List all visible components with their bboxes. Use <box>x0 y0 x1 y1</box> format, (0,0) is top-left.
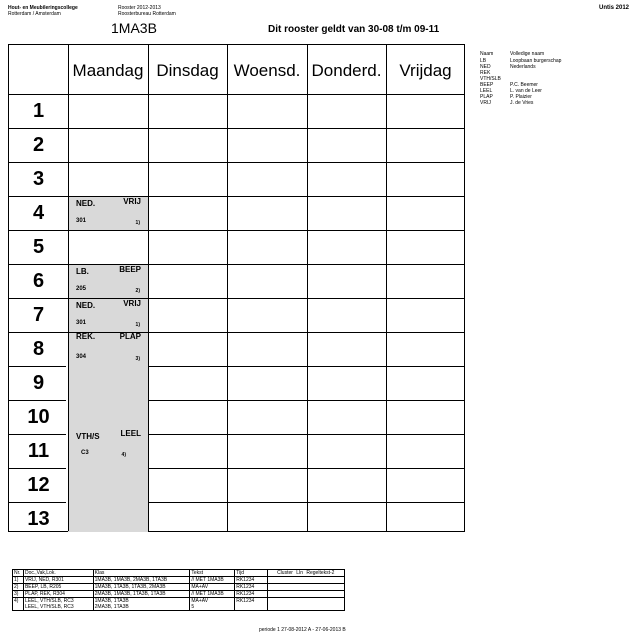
lesson-room: C3 <box>81 450 89 456</box>
lesson-footnote-ref: 1) <box>135 322 140 328</box>
footnote-row <box>13 591 345 598</box>
lesson-footnote-ref: 4) <box>121 452 126 458</box>
lesson-teacher: LEEL <box>120 429 141 438</box>
lesson-cell[interactable] <box>68 264 148 298</box>
legend-code: LEEL <box>480 88 493 94</box>
footnote-cell: RK1234 <box>235 584 268 591</box>
legend-name: Nederlands <box>510 64 536 70</box>
lesson-subject: VTH/S <box>76 432 100 441</box>
legend-header-name: Volledige naam <box>510 51 545 57</box>
lesson-cell[interactable] <box>68 298 148 332</box>
lesson-footnote-ref: 2) <box>135 288 140 294</box>
validity-text: Dit rooster geldt van 30-08 t/m 09-11 <box>268 24 440 35</box>
col-header: Tekst <box>190 570 235 577</box>
footnote-cell: RK1234 <box>235 598 268 611</box>
legend-code: VTH/SLB <box>480 76 501 82</box>
hour-label: 10 <box>27 406 50 428</box>
lesson-cell[interactable] <box>68 196 148 230</box>
footnote-cell: 1MA3B, 1MA3B, 2MA3B, 1TA3B <box>93 577 190 584</box>
footnote-cell: MA+AV <box>190 584 235 591</box>
lesson-subject: NED. <box>76 301 96 310</box>
legend-code: LB <box>480 58 487 64</box>
lesson-teacher: VRIJ <box>123 197 141 206</box>
col-header: Nr. <box>13 570 24 577</box>
lesson-subject: NED. <box>76 199 96 208</box>
day-header-woensdag: Woensd. <box>233 61 301 80</box>
footnote-cell: 1MA3B, 1TA3B 2MA3B, 1TA3B <box>93 598 190 611</box>
legend-code: REK <box>480 70 491 76</box>
footnote-cell: 4) <box>13 598 24 611</box>
school-city: Rotterdam / Amsterdam <box>8 11 61 17</box>
footnote-row <box>13 598 345 611</box>
rooster-year: Rooster 2012-2013 <box>118 5 161 11</box>
lesson-room: 301 <box>76 218 87 224</box>
hour-label: 12 <box>27 474 50 496</box>
hour-label: 5 <box>32 236 45 258</box>
col-header: Lln <box>296 570 303 576</box>
footnote-cell: 1) <box>13 577 24 584</box>
lesson-cell[interactable] <box>68 332 148 366</box>
legend-name: L. van de Leer <box>510 88 542 94</box>
legend-header-code: Naam <box>480 51 494 57</box>
hour-label: 4 <box>32 202 45 224</box>
class-name: 1MA3B <box>111 20 157 36</box>
footnote-row <box>13 584 345 591</box>
lesson-subject: LB. <box>76 267 89 276</box>
hour-label: 6 <box>32 270 45 292</box>
hour-label: 2 <box>32 134 45 156</box>
footnote-cell: RK1234 <box>235 591 268 598</box>
legend-code: BEEP <box>480 82 494 88</box>
footnote-cell: 3) <box>13 591 24 598</box>
footer-period: periode 1 27-08-2012 A - 27-06-2013 B <box>259 627 346 633</box>
footnote-cell: 1MA3B, 1TA3B, 1TA3B, 2MA3B <box>93 584 190 591</box>
hour-label: 7 <box>32 304 45 326</box>
footnote-cell: RK1234 <box>235 577 268 584</box>
footnote-cell: LEEL, VTH/SLB, RC3 LEEL, VTH/SLB, RC3 <box>23 598 93 611</box>
day-header-dinsdag: Dinsdag <box>156 61 219 80</box>
footnotes-table <box>12 569 345 611</box>
col-header: Tijd <box>235 570 268 577</box>
day-header-donderdag: Donderd. <box>311 61 382 80</box>
footnote-cell: 2MA3B, 1MA3B, 1TA3B, 1TA3B <box>93 591 190 598</box>
hour-label: 3 <box>32 168 45 190</box>
legend-code: NED <box>480 64 491 70</box>
lesson-room: 304 <box>76 354 87 360</box>
hour-label: 1 <box>32 100 45 122</box>
lesson-room: 301 <box>76 320 87 326</box>
rooster-bureau: Roosterbureau Rotterdam <box>118 11 176 17</box>
col-header: Regeltekst-2 <box>306 570 335 576</box>
lesson-teacher: BEEP <box>119 265 141 274</box>
day-header-vrijdag: Vrijdag <box>399 61 452 80</box>
school-name: Hout- en Meubileringscollege <box>8 5 78 11</box>
lesson-footnote-ref: 3) <box>135 356 140 362</box>
footnote-cell: 2) <box>13 584 24 591</box>
legend-name: Loopbaan burgerschap <box>510 58 562 64</box>
lesson-teacher: VRIJ <box>123 299 141 308</box>
lesson-subject: REK. <box>76 332 96 341</box>
hour-label: 8 <box>32 338 45 360</box>
hour-label: 11 <box>27 440 50 462</box>
footnote-cell: VRIJ, NED, R301 <box>23 577 93 584</box>
legend-code: PLAP <box>480 94 493 100</box>
footnote-cell: // MET 1MA3B <box>190 577 235 584</box>
col-header: Cluster <box>277 570 293 576</box>
lesson-teacher: PLAP <box>119 332 141 341</box>
legend-name: J. de Vries <box>510 100 534 106</box>
footnote-cell: // MET 1MA3B <box>190 591 235 598</box>
hour-label: 9 <box>32 372 45 394</box>
lesson-cell[interactable] <box>68 429 148 469</box>
legend-name: P.C. Beemer <box>510 82 538 88</box>
lesson-footnote-ref: 1) <box>135 220 140 226</box>
legend-name: P. Plaizier <box>510 94 532 100</box>
untis-label: Untis 2012 <box>598 5 629 11</box>
footnote-cell: PLAP, REK, R304 <box>23 591 93 598</box>
footnotes-header <box>13 570 345 577</box>
lesson-room: 205 <box>76 286 87 292</box>
legend-code: VRIJ <box>480 100 491 106</box>
hour-label: 13 <box>27 508 50 530</box>
day-header-maandag: Maandag <box>72 61 144 80</box>
col-header: Doc.,Vak,Lok. <box>23 570 93 577</box>
footnote-cell: BEEP, LB, R205 <box>23 584 93 591</box>
timetable-grid <box>8 44 465 532</box>
col-header: Klas <box>93 570 190 577</box>
footnote-cell: MA+AV 5 <box>190 598 235 611</box>
footnote-row <box>13 577 345 584</box>
